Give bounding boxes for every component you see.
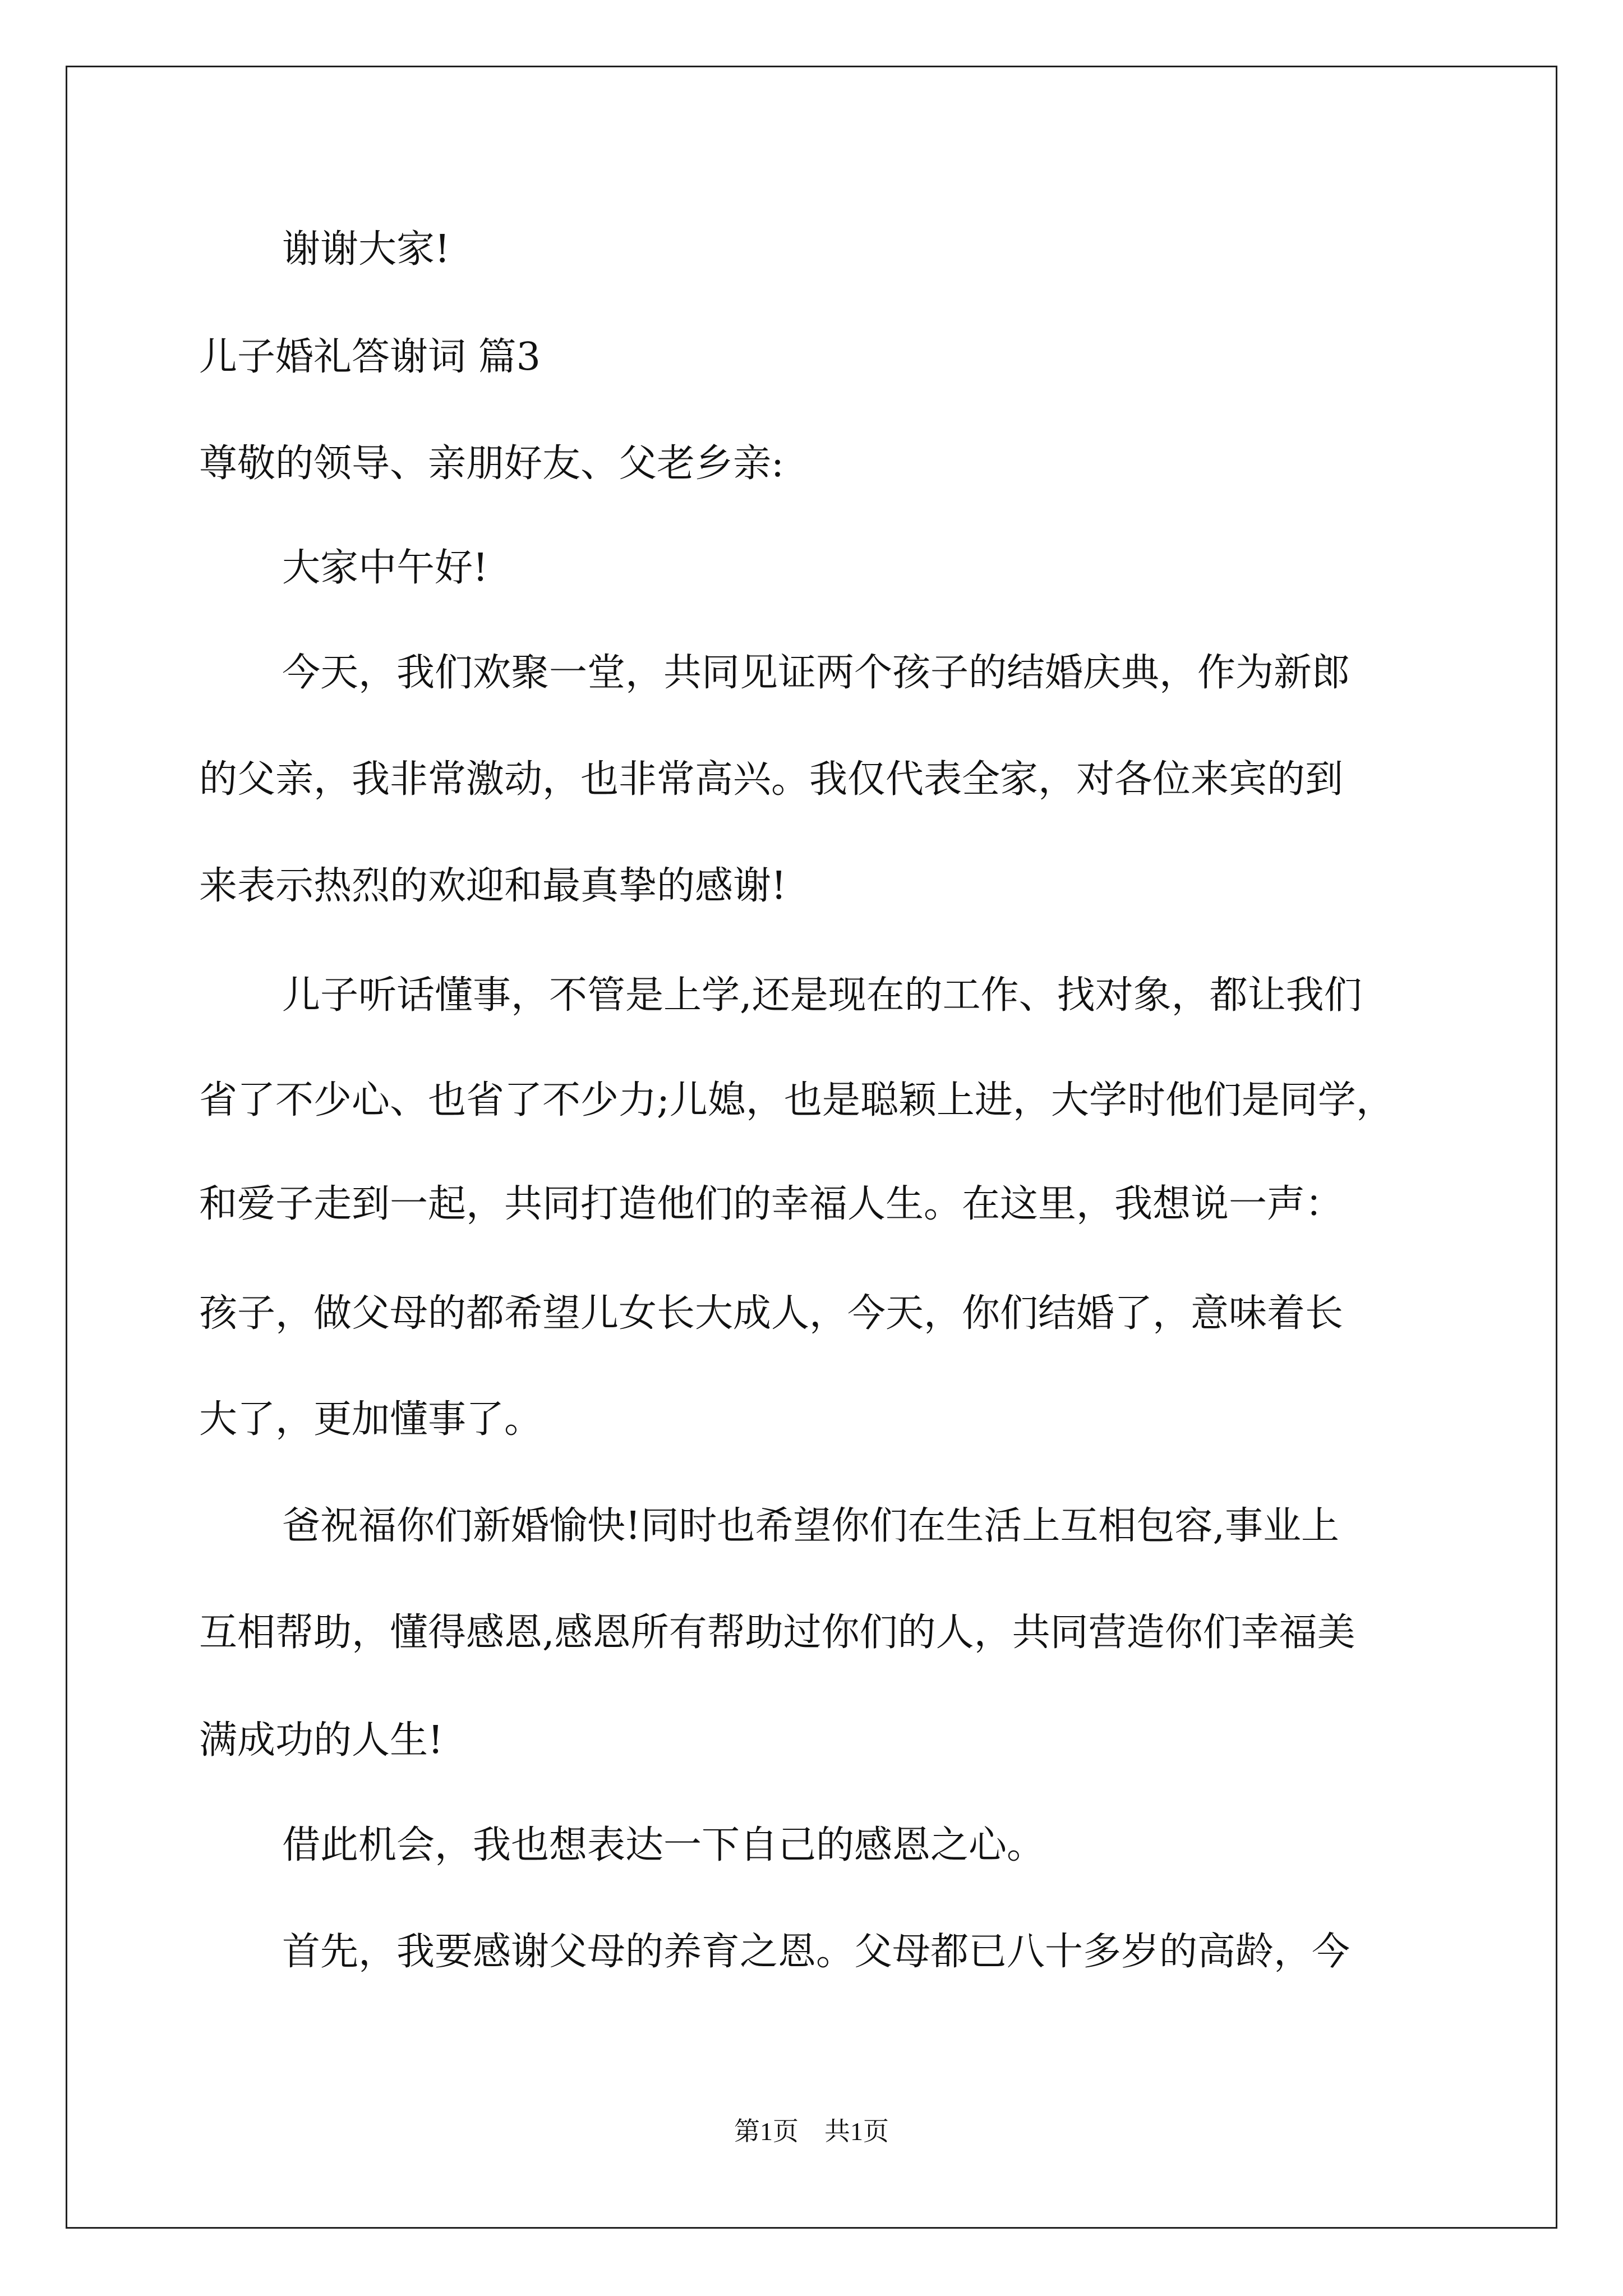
- page-border: [66, 66, 1557, 2229]
- paragraph-5-line-1: 首先，我要感谢父母的养育之恩。父母都已八十多岁的高龄，今: [282, 1930, 1350, 1974]
- section-heading: 儿子婚礼答谢词 篇3: [199, 335, 541, 379]
- paragraph-3-line-2: 互相帮助，懂得感恩,感恩所有帮助过你们的人，共同营造你们幸福美: [199, 1611, 1355, 1655]
- page-number-footer: 第1页 共1页: [734, 2117, 889, 2146]
- closing-thanks-line: 谢谢大家!: [282, 227, 450, 272]
- paragraph-2-line-1: 儿子听话懂事，不管是上学,还是现在的工作、找对象，都让我们: [282, 973, 1362, 1018]
- paragraph-1-line-1: 今天，我们欢聚一堂，共同见证两个孩子的结婚庆典，作为新郎: [282, 651, 1350, 695]
- paragraph-2-line-2: 省了不少心、也省了不少力;儿媳，也是聪颖上进，大学时他们是同学，: [199, 1078, 1394, 1122]
- paragraph-4-line-1: 借此机会，我也想表达一下自己的感恩之心。: [282, 1823, 1045, 1867]
- paragraph-2-line-4: 孩子，做父母的都希望儿女长大成人，今天，你们结婚了，意味着长: [199, 1291, 1344, 1336]
- paragraph-1-line-2: 的父亲，我非常激动，也非常高兴。我仅代表全家，对各位来宾的到: [199, 757, 1344, 802]
- greeting-line: 大家中午好!: [282, 546, 488, 590]
- salutation-line: 尊敬的领导、亲朋好友、父老乡亲:: [199, 441, 784, 486]
- paragraph-1-line-3: 来表示热烈的欢迎和最真挚的感谢!: [199, 864, 787, 908]
- paragraph-3-line-3: 满成功的人生!: [199, 1718, 444, 1763]
- paragraph-3-line-1: 爸祝福你们新婚愉快!同时也希望你们在生活上互相包容,事业上: [282, 1504, 1339, 1548]
- paragraph-2-line-3: 和爱子走到一起，共同打造他们的幸福人生。在这里，我想说一声：: [199, 1182, 1344, 1226]
- paragraph-2-line-5: 大了，更加懂事了。: [199, 1397, 543, 1442]
